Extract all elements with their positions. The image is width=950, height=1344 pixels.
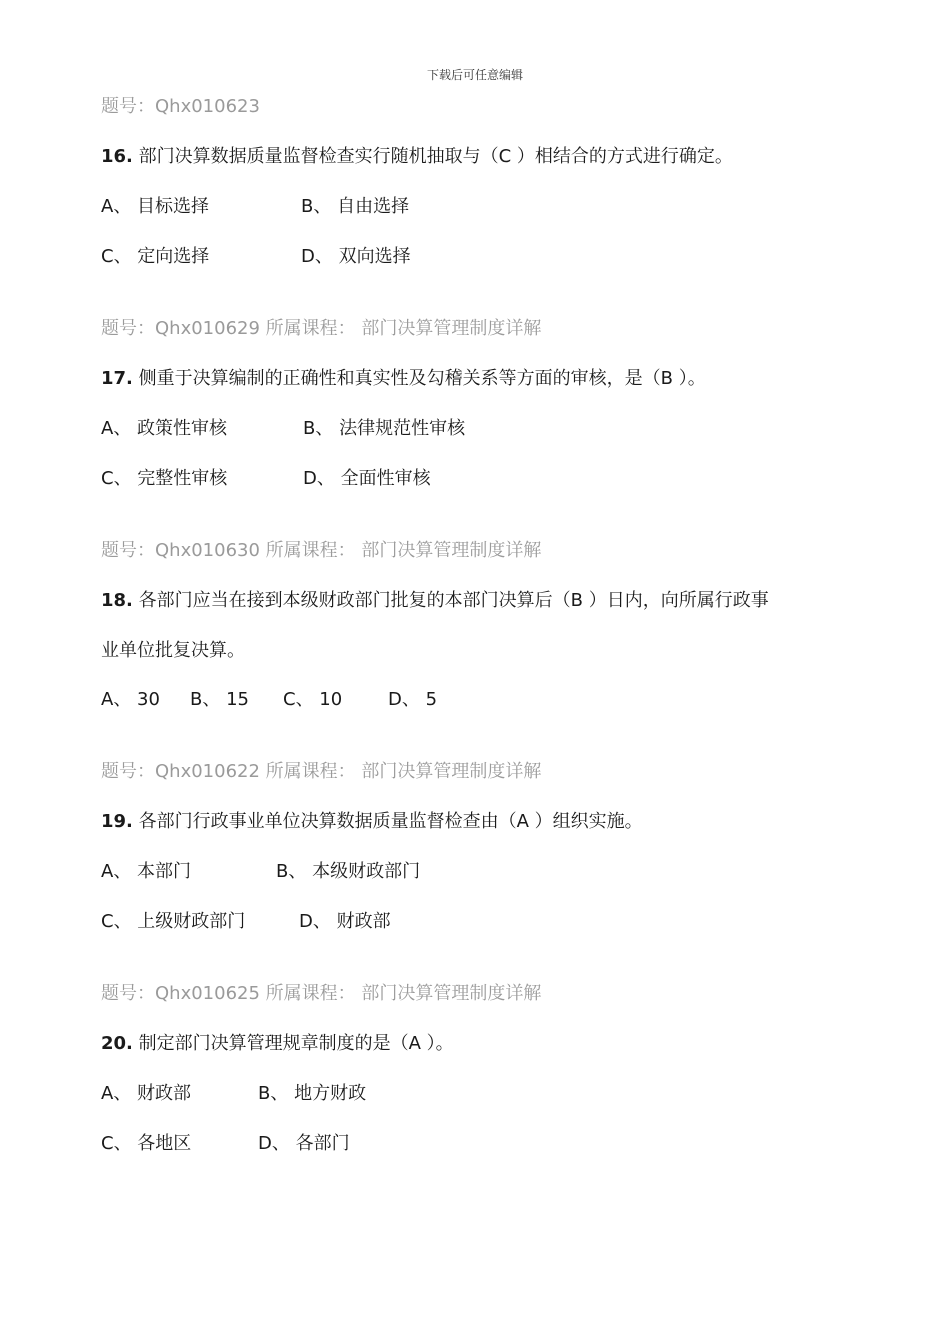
question-stem [101,367,706,391]
question-text: 侧重于决算编制的正确性和真实性及勾稽关系等方面的审核，是（B ）。 [138,368,706,389]
option-c: C、 完整性审核 [101,468,228,489]
option-a: A、 本部门 [101,861,192,882]
question-stem [101,589,769,613]
option-c: C、 各地区 [101,1133,192,1154]
question-text-continued: 业单位批复决算。 [101,640,245,661]
option-a: A、 目标选择 [101,196,210,217]
question-number: 18. [101,590,133,611]
option-b: B、 自由选择 [301,196,410,217]
question-stem [101,1032,454,1056]
question-meta: 题号：Qhx010625 所属课程： 部门决算管理制度详解 [101,983,542,1004]
question-meta: 题号：Qhx010623 [101,96,260,117]
option-c: C、 10 [283,689,343,710]
option-b: B、 本级财政部门 [276,861,421,882]
option-a: A、 财政部 [101,1083,192,1104]
option-d: D、 双向选择 [301,246,411,267]
option-b: B、 15 [190,689,249,710]
option-b: B、 法律规范性审核 [303,418,466,439]
question-text: 制定部门决算管理规章制度的是（A ）。 [138,1033,454,1054]
question-text: 部门决算数据质量监督检查实行随机抽取与（C ）相结合的方式进行确定。 [138,146,733,167]
header-note: 下载后可任意编辑 [426,68,523,82]
option-d: D、 各部门 [258,1133,350,1154]
question-text: 各部门行政事业单位决算数据质量监督检查由（A ）组织实施。 [138,811,643,832]
option-b: B、 地方财政 [258,1083,367,1104]
option-d: D、 财政部 [299,911,391,932]
question-number: 16. [101,146,133,167]
option-a: A、 30 [101,689,160,710]
question-number: 17. [101,368,133,389]
question-meta: 题号：Qhx010629 所属课程： 部门决算管理制度详解 [101,318,542,339]
question-number: 19. [101,811,133,832]
question-number: 20. [101,1033,133,1054]
option-c: C、 定向选择 [101,246,210,267]
question-stem [101,810,643,834]
option-c: C、 上级财政部门 [101,911,246,932]
question-stem [101,145,733,169]
question-meta: 题号：Qhx010622 所属课程： 部门决算管理制度详解 [101,761,542,782]
option-d: D、 5 [388,689,438,710]
option-d: D、 全面性审核 [303,468,431,489]
question-meta: 题号：Qhx010630 所属课程： 部门决算管理制度详解 [101,540,542,561]
option-a: A、 政策性审核 [101,418,228,439]
question-text: 各部门应当在接到本级财政部门批复的本部门决算后（B ）日内，向所属行政事 [138,590,769,611]
